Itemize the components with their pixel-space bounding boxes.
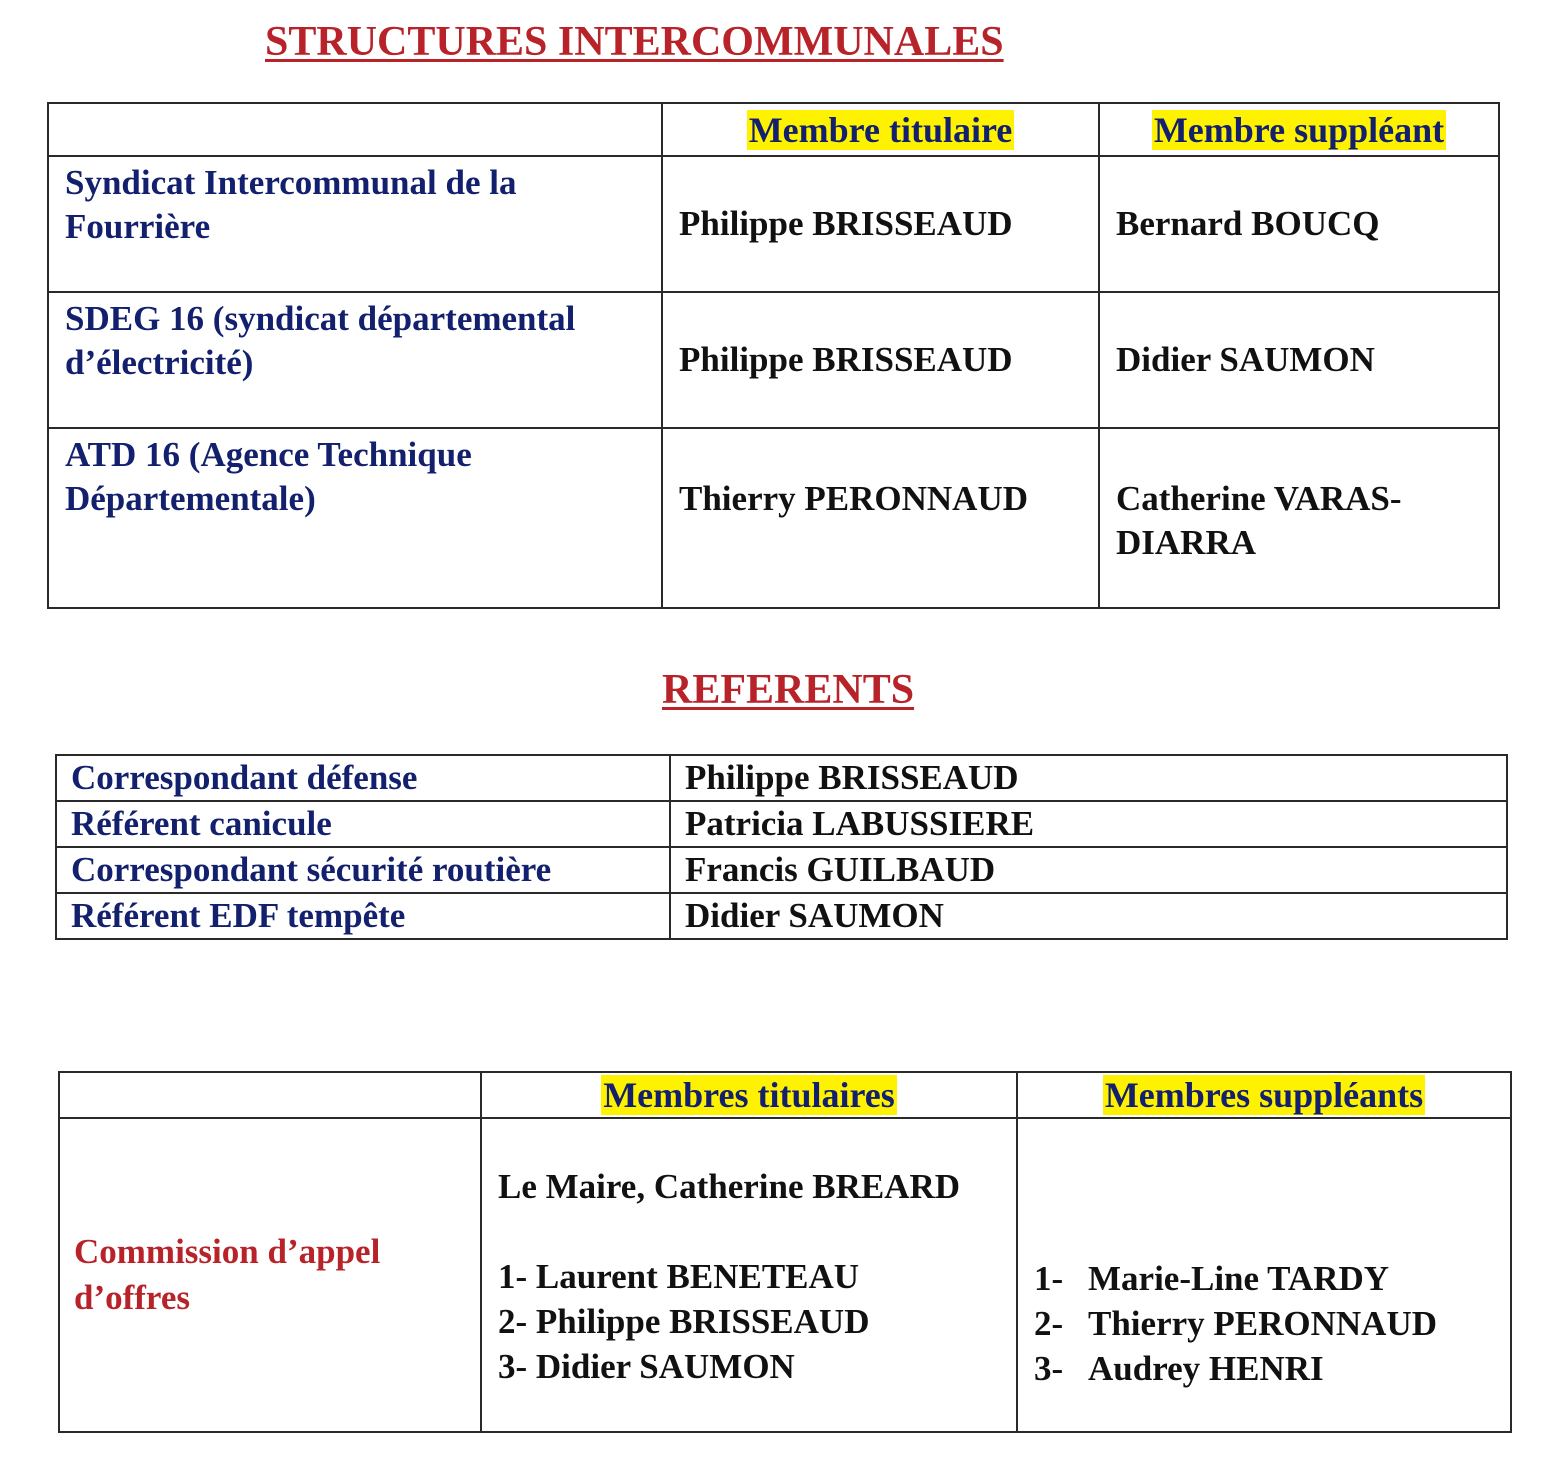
list-number: 3- <box>1034 1349 1064 1388</box>
referent-role: Correspondant sécurité routière <box>56 847 670 893</box>
list-number: 1- <box>498 1257 528 1296</box>
header-label: Membres suppléants <box>1104 1075 1424 1115</box>
organisation-cell <box>48 428 662 608</box>
suppleants-cell <box>1017 1118 1511 1432</box>
referent-name: Philippe BRISSEAUD <box>670 755 1507 801</box>
list-name: Philippe BRISSEAUD <box>535 1302 870 1341</box>
referent-name: Patricia LABUSSIERE <box>670 801 1507 847</box>
referent-role: Correspondant défense <box>56 755 670 801</box>
organisation-line: Départementale) <box>65 479 316 518</box>
list-name: Thierry PERONNAUD <box>1088 1304 1437 1343</box>
list-item <box>498 1344 1000 1389</box>
suppleant-line: DIARRA <box>1116 523 1256 562</box>
table-row <box>56 893 1507 939</box>
titulaires-list <box>498 1254 1000 1389</box>
commission-header-row <box>59 1072 1511 1118</box>
list-number: 2- <box>498 1302 528 1341</box>
commission-name-line: d’offres <box>74 1278 190 1317</box>
titulaire-cell: Thierry PERONNAUD <box>662 428 1099 608</box>
list-item <box>1034 1301 1494 1346</box>
list-name: Audrey HENRI <box>1088 1349 1324 1388</box>
header-label: Membres titulaires <box>603 1075 895 1115</box>
referent-role: Référent canicule <box>56 801 670 847</box>
list-name: Laurent BENETEAU <box>535 1257 860 1296</box>
structures-header-suppleant <box>1099 103 1499 156</box>
table-row <box>56 801 1507 847</box>
suppleant-cell: Bernard BOUCQ <box>1099 156 1499 292</box>
structures-table <box>47 102 1500 609</box>
referent-name: Francis GUILBAUD <box>670 847 1507 893</box>
list-item <box>1034 1346 1494 1391</box>
organisation-line: Fourrière <box>65 207 211 246</box>
list-name: Didier SAUMON <box>535 1347 795 1386</box>
commission-header-empty <box>59 1072 481 1118</box>
organisation-line: d’électricité) <box>65 343 254 382</box>
table-row <box>59 1118 1511 1432</box>
suppleant-line: Catherine VARAS- <box>1116 479 1402 518</box>
structures-header-titulaire <box>662 103 1099 156</box>
referents-table <box>55 754 1508 940</box>
titulaire-cell: Philippe BRISSEAUD <box>662 292 1099 428</box>
table-row <box>48 292 1499 428</box>
list-number: 1- <box>1034 1259 1064 1298</box>
suppleant-cell <box>1099 428 1499 608</box>
organisation-cell <box>48 156 662 292</box>
list-name: Marie-Line TARDY <box>1088 1259 1390 1298</box>
mayor-name: Le Maire, Catherine BREARD <box>498 1167 961 1206</box>
header-label: Membre suppléant <box>1153 109 1445 150</box>
titulaire-cell: Philippe BRISSEAUD <box>662 156 1099 292</box>
structures-heading: STRUCTURES INTERCOMMUNALES <box>265 19 1004 65</box>
list-item <box>1034 1256 1494 1301</box>
table-row <box>48 156 1499 292</box>
suppleants-list <box>1034 1256 1494 1391</box>
commission-header-titulaires <box>481 1072 1017 1118</box>
list-item <box>498 1299 1000 1344</box>
referent-role: Référent EDF tempête <box>56 893 670 939</box>
list-item <box>498 1254 1000 1299</box>
list-number: 2- <box>1034 1304 1064 1343</box>
commission-table <box>58 1071 1512 1433</box>
referents-heading: REFERENTS <box>662 667 915 713</box>
organisation-line: Syndicat Intercommunal de la <box>65 163 517 202</box>
commission-name-cell <box>59 1118 481 1432</box>
table-row <box>56 755 1507 801</box>
referent-name: Didier SAUMON <box>670 893 1507 939</box>
structures-header-row <box>48 103 1499 156</box>
organisation-line: ATD 16 (Agence Technique <box>65 435 472 474</box>
structures-header-empty <box>48 103 662 156</box>
commission-header-suppleants <box>1017 1072 1511 1118</box>
organisation-line: SDEG 16 (syndicat départemental <box>65 299 576 338</box>
header-label: Membre titulaire <box>748 109 1013 150</box>
table-row <box>56 847 1507 893</box>
suppleant-cell: Didier SAUMON <box>1099 292 1499 428</box>
organisation-cell <box>48 292 662 428</box>
titulaires-cell <box>481 1118 1017 1432</box>
table-row <box>48 428 1499 608</box>
commission-name-line: Commission d’appel <box>74 1232 381 1271</box>
list-number: 3- <box>498 1347 528 1386</box>
